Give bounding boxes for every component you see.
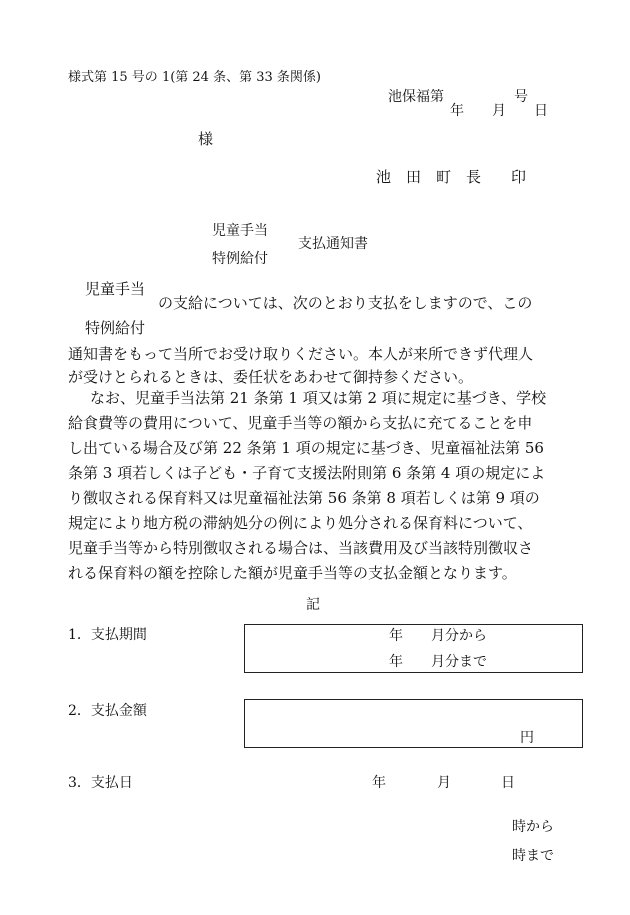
document-title: 支払通知書: [298, 236, 368, 252]
note-line: し出ている場合及び第 22 条第 1 項の規定に基づき、児童福祉法第 56: [68, 439, 544, 457]
intro-text-line-2: 通知書をもって当所でお受け取りください。本人が来所できず代理人: [68, 345, 534, 363]
note-line: 児童手当等から特別徴収される場合は、当該費用及び当該特別徴収さ: [68, 539, 534, 557]
note-line: 条第 3 項若しくは子ども・子育て支援法附則第 6 条第 4 項の規定によ: [68, 464, 546, 482]
note-line: 規定により地方税の滞納処分の例により処分される保育料について、: [68, 514, 533, 532]
intro-option-child-allowance: 児童手当: [85, 280, 146, 298]
intro-text-line-1: の支給については、次のとおり支払をしますので、この: [158, 294, 533, 312]
note-line: り徴収される保育料又は児童福祉法第 56 条第 8 項若しくは第 9 項の: [68, 489, 540, 507]
payment-date-day: 日: [501, 775, 515, 791]
note-line: 給食費等の費用について、児童手当等の額から支払に充てることを申: [68, 414, 533, 432]
form-reference: 様式第 15 号の 1(第 24 条、第 33 条関係): [68, 70, 321, 85]
intro-option-special-benefit: 特例給付: [85, 319, 146, 337]
title-option-child-allowance: 児童手当: [212, 223, 268, 239]
issue-date: 年 月 日: [450, 103, 548, 119]
issuer-name: 池 田 町 長 印: [376, 168, 527, 186]
ki-heading: 記: [306, 597, 320, 613]
payment-amount-label: 2．支払金額: [68, 703, 147, 719]
payment-time-from: 時から: [512, 819, 554, 835]
payment-amount-box[interactable]: [244, 699, 583, 748]
document-number: 池保福第 号: [388, 89, 528, 105]
period-from-text: 年 月分から: [389, 628, 487, 644]
intro-text-line-3: が受けとられるときは、委任状をあわせて御持参ください。: [68, 368, 474, 386]
title-option-special-benefit: 特例給付: [212, 251, 268, 267]
payment-period-box[interactable]: [244, 624, 583, 673]
period-to-text: 年 月分まで: [389, 654, 487, 670]
note-line: れる保育料の額を控除した額が児童手当等の支払金額となります。: [68, 564, 517, 582]
payment-time-to: 時まで: [512, 848, 554, 864]
payment-date-year: 年: [372, 775, 386, 791]
amount-unit: 円: [520, 730, 534, 746]
payment-period-label: 1．支払期間: [68, 627, 147, 643]
payment-date-label: 3．支払日: [68, 775, 133, 791]
payment-date-month: 月: [437, 775, 451, 791]
recipient-suffix: 様: [198, 130, 214, 148]
note-line: なお、児童手当法第 21 条第 1 項又は第 2 項に規定に基づき、学校: [90, 389, 547, 407]
